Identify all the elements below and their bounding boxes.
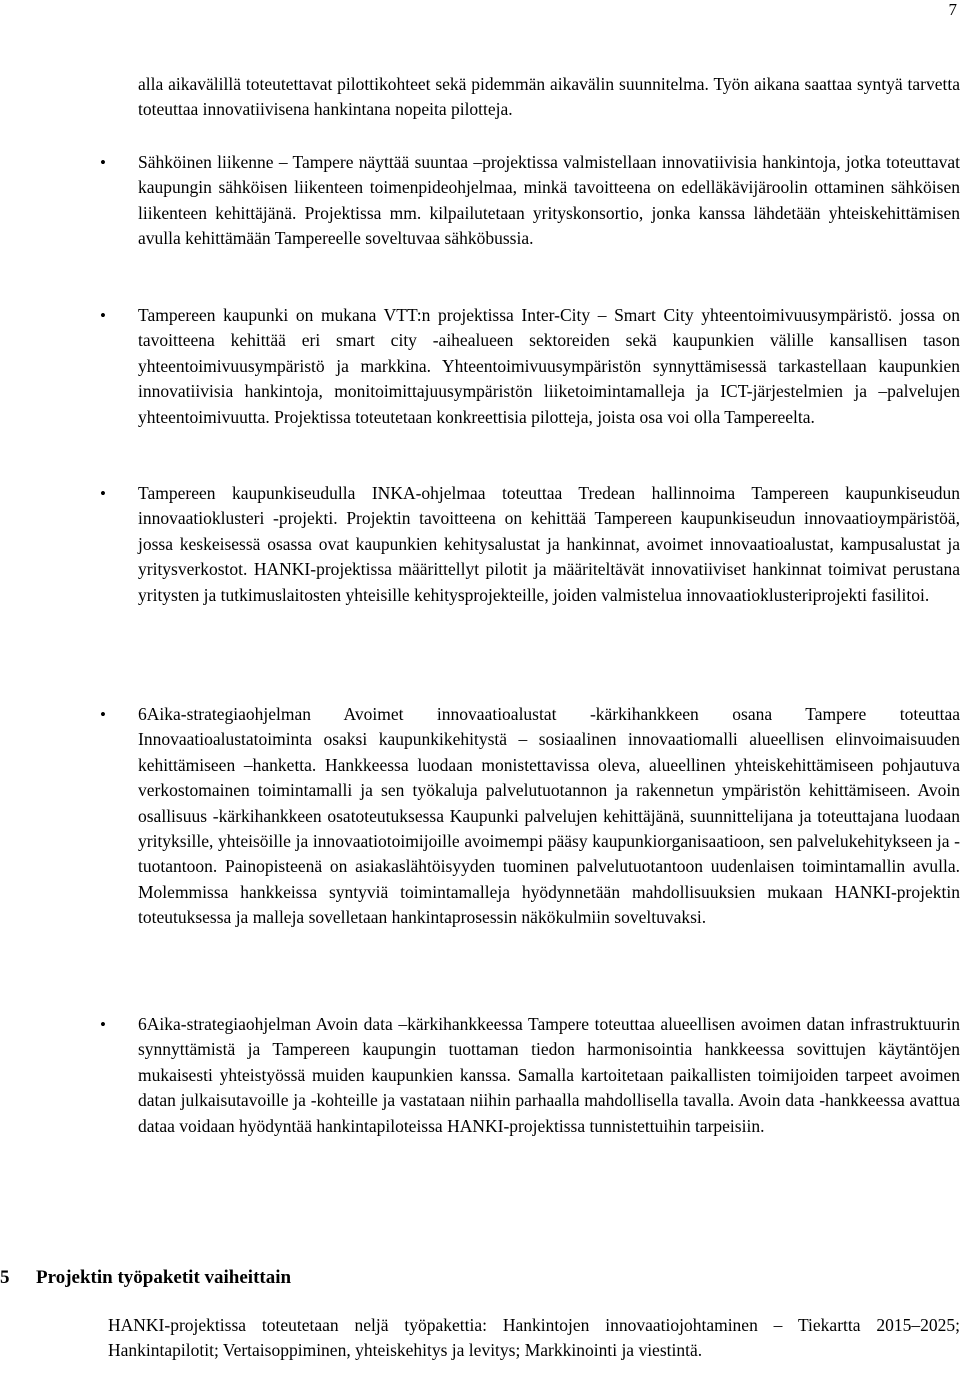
list-item-text: Sähköinen liikenne – Tampere näyttää suuntaa –projektissa valmistellaan innovatiivisia hankintoja, jotka toteuttavat kaupungin sähköisen liikenteen toimenpideohjelmaa, minkä tavoitteena on edelläkävijäroolin ottaminen sähköisen liikenteen kehittäjänä. Projektissa mm. kilpailutetaan yrityskonsortio, jonka kanssa lähdetään yhteiskehittämisen avulla kehittämään Tampereelle soveltuvaa sähköbussia. [138, 152, 960, 249]
list-item-text: Tampereen kaupunkiseudulla INKA-ohjelmaa toteuttaa Tredean hallinnoima Tampereen kaupunkiseudun innovaatioklusteri -projekti. Projektin tavoitteena on kehittää Tampereen kaupunkiseudun innovaatioympäristöä, jossa keskeisessä osassa ovat kaupunkien kehitysalustat ja hankinnat, avoimet innovaatioalustat, kampusalustat ja yritysverkostot. HANKI-projektissa määrittellyt pilotit ja määriteltävät innovatiiviset hankinnat toimivat perustana yritysten ja tutkimuslaitosten yhteisille kehitysprojekteille, joiden valmistelua innovaatioklusteriprojekti fasilitoi. [138, 483, 960, 605]
bullet-icon: • [100, 484, 106, 503]
intro-paragraph: alla aikavälillä toteutettavat pilottikohteet sekä pidemmän aikavälin suunnitelma. Työn aikana saattaa syntyä tarvetta toteuttaa innovatiivisena hankintana nopeita pilotteja. [138, 74, 960, 120]
section-body: HANKI-projektissa toteutetaan neljä työpakettia: Hankintojen innovaatiojohtaminen – Tiekartta 2015–2025; Hankintapilotit; Vertaisoppiminen, yhteiskehitys ja levitys; Markkinointi ja viestintä. [108, 1315, 960, 1361]
list-item-text: 6Aika-strategiaohjelman Avoimet innovaatioalustat -kärkihankkeen osana Tampere toteuttaa Innovaatioalustatoiminta osaksi kaupunkikehitystä – sosiaalinen innovaatiomalli alueellisen elinvoimaisuuden kehittämiseen –hanketta. Hankkeessa luodaan monistettavissa oleva, alueellinen yhteiskehittämiseen pohjautuva verkostomainen toimintamalli ja sen työkaluja palvelutuotannon ja rakennetun ympäristön kehittämiseen. Avoin osallisuus -kärkihankkeen osatoteutuksessa Kaupunki palvelujen kehittäjänä, suunnittelijana ja toteuttajana luodaan yrityksille, yhteisöille ja innovaatiotoimijoille avoimempi pääsy kaupunkiorganisaatioon, sen palvelukehitykseen ja -tuotantoon. Painopisteenä on asiakaslähtöisyyden tuominen palvelutuotantoon uudenlaisen toimintamallin avulla. Molemmissa hankkeissa syntyviä toimintamalleja hyödynnetään mahdollisuuksien mukaan HANKI-projektin toteutuksessa ja malleja sovelletaan hankintaprosessin näkökulmiin soveltuvaksi. [138, 704, 960, 928]
list-item [100, 150, 960, 252]
section-title: Projektin työpaketit vaiheittain [36, 1267, 292, 1288]
section-heading [0, 1265, 291, 1291]
list-item-text: 6Aika-strategiaohjelman Avoin data –kärkihankkeessa Tampere toteuttaa alueellisen avoimen datan infrastruktuurin synnyttämistä ja Tampereen kaupungin tuottaman tiedon harmonisointia hankkeessa sovittujen käytäntöjen mukaisesti yhteistyössä muiden kaupunkien kanssa. Samalla kartoitetaan paikallisten toimijoiden tarpeet avoimen datan julkaisutavoille ja -kohteille ja vastataan niihin parhaalla mahdollisella tavalla. Avoin data -hankkeessa avattua dataa voidaan hyödyntää hankintapiloteissa HANKI-projektissa tunnistettuihin tarpeisiin. [138, 1014, 960, 1136]
list-item-text: Tampereen kaupunki on mukana VTT:n projektissa Inter-City – Smart City yhteentoimivuusympäristö. jossa on tavoitteena kehittää eri smart city -aihealueen sektoreiden sekä kaupunkien välille kansallisen tason yhteentoimivuusympäristö ja markkina. Yhteentoimivuusympäristön synnyttämisessä tarkastellaan kaupunkien innovatiivisia hankintoja, monitoimittajuusympäristön liiketoimintamalleja ja ICT-järjestelmien ja –palvelujen yhteentoimivuutta. Projektissa toteutetaan konkreettisia pilotteja, joista osa voi olla Tampereelta. [138, 305, 960, 427]
bullet-icon: • [100, 153, 106, 172]
list-item [100, 1012, 960, 1139]
bullet-icon: • [100, 306, 106, 325]
list-item [100, 481, 960, 608]
bullet-icon: • [100, 705, 106, 724]
bullet-icon: • [100, 1015, 106, 1034]
list-item [100, 303, 960, 430]
section-number: 5 [0, 1267, 10, 1288]
list-item [100, 702, 960, 931]
page-number: 7 [948, 0, 957, 19]
